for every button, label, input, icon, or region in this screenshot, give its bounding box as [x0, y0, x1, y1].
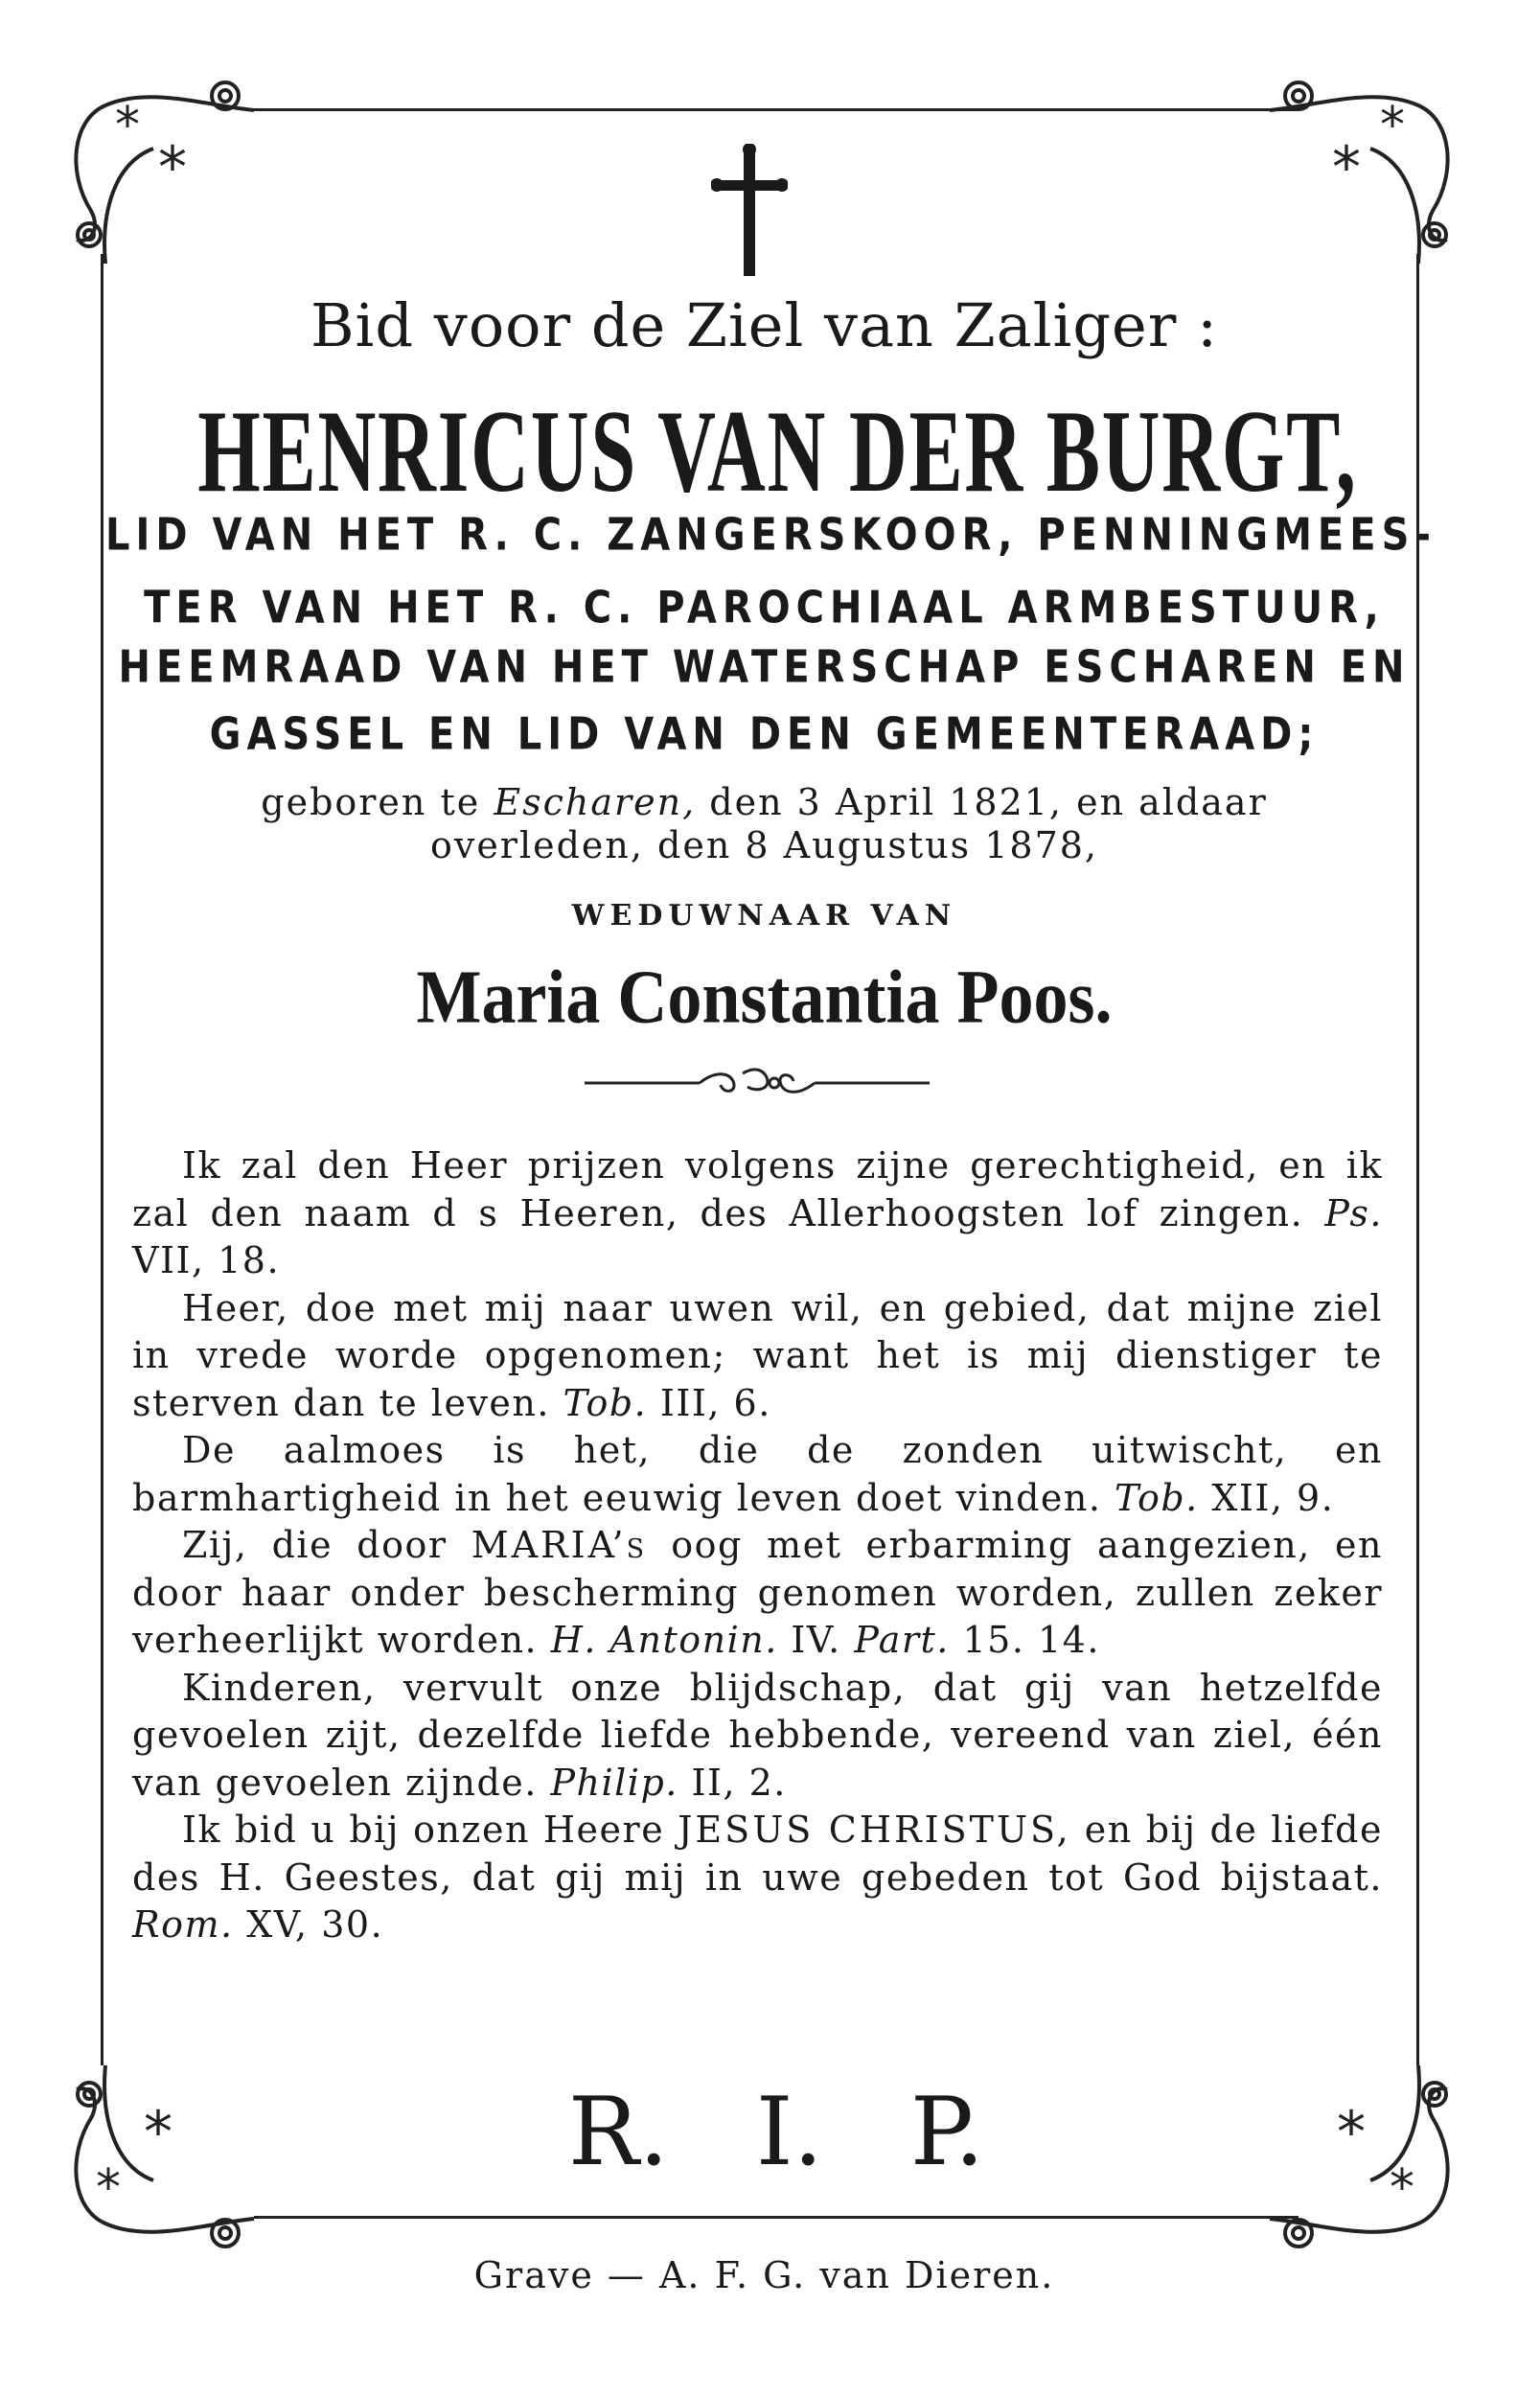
frame-top-line [254, 108, 1299, 111]
deceased-name: HENRICUS VAN DER BURGT, [197, 387, 1358, 518]
birth-date: den 3 April 1821, en aldaar [709, 781, 1268, 823]
frame-left-line [101, 254, 103, 2065]
ornamental-divider [585, 1064, 930, 1102]
verse-6-text-b: en bij de liefde des H. Geestes, dat gij mij in uwe gebeden tot God bijstaat. [132, 1809, 1383, 1899]
rip-text: R. I. P. [567, 2078, 985, 2187]
prayer-title: Bid voor de Ziel van Zaliger : [310, 290, 1218, 360]
cross-icon [711, 144, 788, 278]
verse-5-ref-num: II, 2. [691, 1761, 787, 1804]
function-line-3: HEEMRAAD VAN HET WATERSCHAP ESCHAREN EN [118, 642, 1411, 693]
spouse-name: Maria Constantia Poos. [416, 955, 1113, 1040]
verse-4 [132, 1522, 1383, 1665]
verse-3-text: De aalmoes is het, die de zonden uitwischt, en barmhartigheid in het eeuwig leven doet vinden. [132, 1429, 1383, 1519]
function-line-4: GASSEL EN LID VAN DEN GEMEENTERAAD; [209, 709, 1320, 760]
svg-text:*: * [144, 2099, 172, 2166]
verse-3 [132, 1427, 1383, 1522]
verse-6-ref-num: XV, 30. [246, 1903, 384, 1946]
verse-6-jesus-christus: JESUS CHRISTUS, [678, 1809, 1071, 1851]
corner-ornament-top-left [62, 67, 264, 268]
verse-5-ref: Philip. [550, 1761, 678, 1804]
svg-text:*: * [115, 97, 140, 154]
verse-4-maria: MARIA’s [471, 1524, 648, 1566]
verse-1-ref: Ps. [1324, 1191, 1383, 1234]
frame-bottom-line [254, 2216, 1299, 2219]
verse-5 [132, 1665, 1383, 1808]
svg-text:*: * [1380, 97, 1405, 154]
corner-ornament-bottom-right [1260, 2061, 1461, 2262]
widower-label: WEDUWNAAR VAN [571, 899, 957, 933]
verse-1 [132, 1142, 1383, 1285]
verse-1-ref-num: VII, 18. [132, 1239, 281, 1281]
death-line: overleden, den 8 Augustus 1878, [429, 824, 1099, 866]
svg-text:*: * [158, 134, 187, 201]
verse-6 [132, 1807, 1383, 1949]
verse-5-text: Kinderen, vervult onze blijdschap, dat gij van hetzelfde gevoelen zijt, dezelfde liefde hebbende, vereend van ziel, één van gevoelen zijnde. [132, 1666, 1383, 1804]
verse-4-text-a: Zij, die door [182, 1524, 448, 1566]
verse-4-ref2-num: 15. 14. [962, 1619, 1100, 1661]
function-line-1: LID VAN HET R. C. ZANGERSKOOR, PENNINGMEES- [105, 510, 1437, 561]
verse-3-ref: Tob. [1115, 1476, 1199, 1519]
svg-text:*: * [1337, 2099, 1366, 2166]
function-line-2: TER VAN HET R. C. PAROCHIAAL ARMBESTUUR, [144, 583, 1385, 634]
corner-ornament-bottom-left [62, 2061, 264, 2262]
birth-line [105, 781, 1423, 823]
verse-6-text-a: Ik bid u bij onzen Heere [182, 1809, 665, 1851]
svg-text:*: * [1390, 2159, 1414, 2217]
verse-4-text-b: oog met erbarming aangezien, en door haar onder bescherming genomen worden, zullen zeker verheerlijkt worden. [132, 1524, 1383, 1661]
verse-2-ref: Tob. [563, 1381, 648, 1424]
verse-2-text: Heer, doe met mij naar uwen wil, en gebied, dat mijne ziel in vrede worde opgenomen; want het is mij dienstiger te sterven dan te leven. [132, 1286, 1383, 1424]
verse-4-ref-num: IV. [791, 1619, 841, 1661]
verse-6-ref: Rom. [132, 1903, 234, 1946]
svg-text:*: * [96, 2159, 121, 2217]
verse-1-text: Ik zal den Heer prijzen volgens zijne gerechtigheid, en ik zal den naam d s Heeren, des Allerhoogsten lof zingen. [132, 1144, 1383, 1234]
printer-line: Grave — A. F. G. van Dieren. [473, 2254, 1055, 2296]
birth-place: Escharen, [494, 781, 697, 823]
verse-4-ref2: Part. [854, 1619, 950, 1661]
birth-prefix: geboren te [261, 781, 481, 823]
verse-2-ref-num: III, 6. [659, 1381, 771, 1424]
verse-4-ref: H. Antonin. [550, 1619, 778, 1661]
scripture-verses [132, 1142, 1383, 1949]
corner-ornament-top-right [1260, 67, 1461, 268]
svg-text:*: * [1332, 134, 1361, 201]
verse-2 [132, 1285, 1383, 1428]
verse-3-ref-num: XII, 9. [1211, 1476, 1335, 1519]
